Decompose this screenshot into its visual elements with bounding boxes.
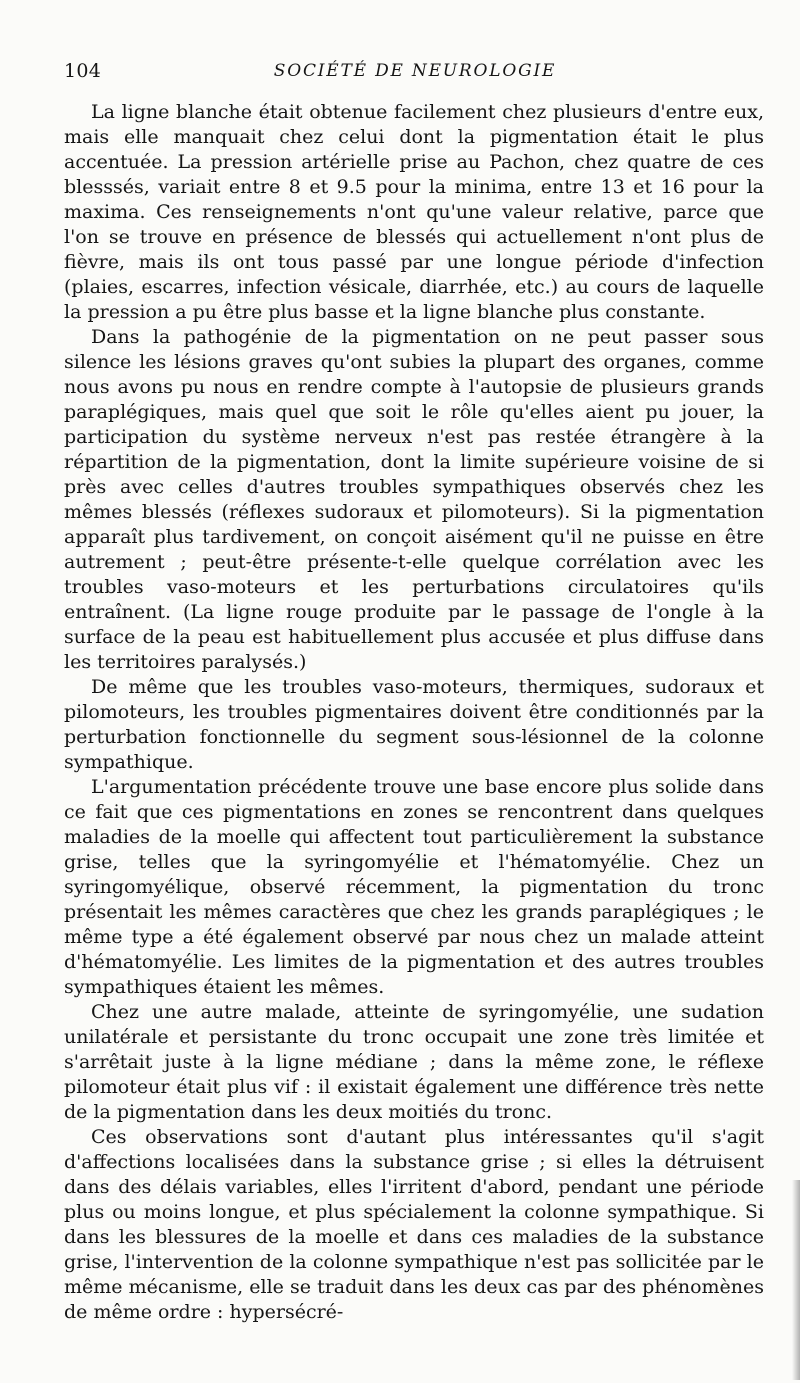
page-number: 104 <box>64 60 102 82</box>
running-title: SOCIÉTÉ DE NEUROLOGIE <box>273 61 557 81</box>
paragraph: Chez une autre malade, atteinte de syringomyélie, une sudation unilatérale et persistante du tronc occupait une zone très limitée et s'arrêtait juste à la ligne médiane ; dans la même zone, le réflexe pilomoteur était plus vif : il existait également une différence très nette de la pigmentation dans les deux moitiés du tronc. <box>64 1001 764 1123</box>
paragraph: L'argumentation précédente trouve une base encore plus solide dans ce fait que ces pigmentations en zones se rencontrent dans quelques maladies de la moelle qui affectent tout particulièrement la substance grise, telles que la syringomyélie et l'hématomyélie. Chez un syringomyélique, observé récemment, la pigmentation du tronc présentait les mêmes caractères que chez les grands paraplégiques ; le même type a été également observé par nous chez un malade atteint d'hématomyélie. Les limites de la pigmentation et des autres troubles sympathiques étaient les mêmes. <box>64 776 764 998</box>
paragraph: Dans la pathogénie de la pigmentation on ne peut passer sous silence les lésions graves qu'ont subies la plupart des organes, comme nous avons pu nous en rendre compte à l'autopsie de plusieurs grands paraplégiques, mais quel que soit le rôle qu'elles aient pu jouer, la participation du système nerveux n'est pas restée étrangère à la répartition de la pigmentation, dont la limite supérieure voisine de si près avec celles d'autres troubles sympathiques observés chez les mêmes blessés (réflexes sudoraux et pilomoteurs). Si la pigmentation apparaît plus tardivement, on conçoit aisément qu'il ne puisse en être autrement ; peut-être présente-t-elle quelque corrélation avec les troubles vaso-moteurs et les perturbations circulatoires qu'ils entraînent. (La ligne rouge produite par le passage de l'ongle à la surface de la peau est habituellement plus accusée et plus diffuse dans les territoires paralysés.) <box>64 326 764 673</box>
paragraph: De même que les troubles vaso-moteurs, thermiques, sudoraux et pilomoteurs, les troubles pigmentaires doivent être conditionnés par la perturbation fonctionnelle du segment sous-lésionnel de la colonne sympathique. <box>64 676 764 773</box>
paragraph: La ligne blanche était obtenue facilement chez plusieurs d'entre eux, mais elle manquait chez celui dont la pigmentation était le plus accentuée. La pression artérielle prise au Pachon, chez quatre de ces blesssés, variait entre 8 et 9.5 pour la minima, entre 13 et 16 pour la maxima. Ces renseignements n'ont qu'une valeur relative, parce que l'on se trouve en présence de blessés qui actuellement n'ont plus de fièvre, mais ils ont tous passé par une longue période d'infection (plaies, escarres, infection vésicale, diarrhée, etc.) au cours de laquelle la pression a pu être plus basse et la ligne blanche plus constante. <box>64 101 764 323</box>
paragraph: Ces observations sont d'autant plus intéressantes qu'il s'agit d'affections localisées dans la substance grise ; si elles la détruisent dans des délais variables, elles l'irritent d'abord, pendant une période plus ou moins longue, et plus spécialement la colonne sympathique. Si dans les blessures de la moelle et dans ces maladies de la substance grise, l'intervention de la colonne sympathique n'est pas sollicitée par le même mécanisme, elle se traduit dans les deux cas par des phénomènes de même ordre : hypersécré- <box>64 1126 764 1323</box>
scan-shadow-edge <box>792 1180 800 1380</box>
page-header <box>64 60 766 96</box>
body-text <box>64 100 764 1325</box>
